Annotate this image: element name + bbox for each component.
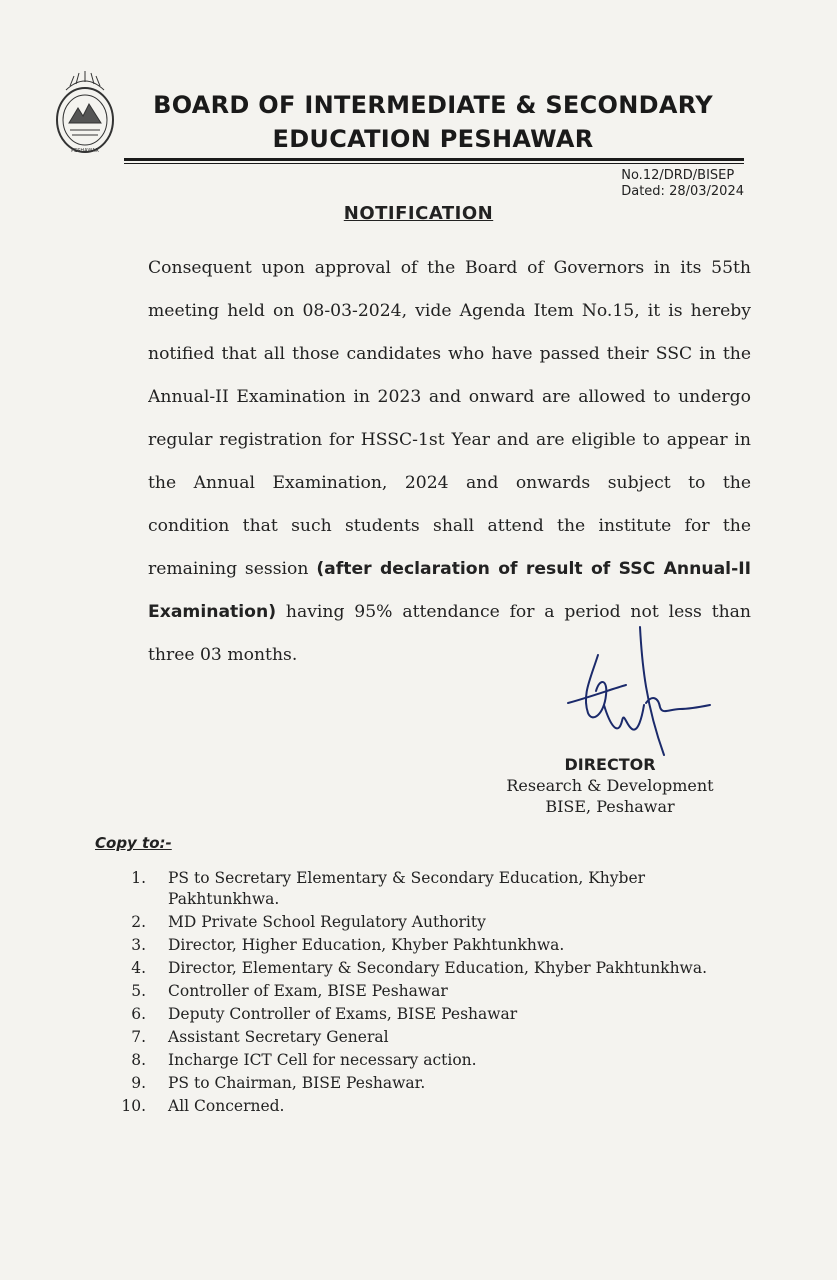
list-item-number: 7. (131, 1028, 146, 1046)
list-item (110, 1096, 770, 1117)
list-item-number: 2. (131, 913, 146, 931)
list-item-text: MD Private School Regulatory Authority (168, 913, 486, 931)
list-item-text: Controller of Exam, BISE Peshawar (168, 982, 448, 1000)
list-item-text: PS to Secretary Elementary & Secondary Education, Khyber Pakhtunkhwa. (168, 869, 646, 908)
notification-body (148, 252, 751, 682)
body-line-bold: (after declaration of result of SSC Annual-II (316, 559, 751, 579)
list-item-text: Deputy Controller of Exams, BISE Peshawar (168, 1005, 518, 1023)
body-line-bold: Examination) (148, 602, 277, 622)
list-item-text: Incharge ICT Cell for necessary action. (168, 1051, 477, 1069)
list-item-number: 8. (131, 1051, 146, 1069)
body-line: Consequent upon approval of the Board of Governors in its 55th (148, 258, 751, 278)
signatory-role: DIRECTOR (564, 755, 656, 774)
list-item (110, 1004, 770, 1025)
body-line: condition that such students shall attend the institute for the (148, 516, 751, 536)
signatory-department: Research & Development (506, 776, 714, 795)
reference-date: Dated: 28/03/2024 (621, 184, 744, 199)
list-item-number: 10. (121, 1097, 146, 1115)
signatory-block (480, 754, 740, 817)
list-item-text: Director, Higher Education, Khyber Pakhtunkhwa. (168, 936, 565, 954)
list-item-number: 4. (131, 959, 146, 977)
signatory-organization: BISE, Peshawar (545, 797, 675, 816)
list-item (110, 1050, 770, 1071)
header-rule-thin (124, 163, 744, 164)
bise-seal-logo-icon (52, 68, 118, 160)
body-line: notified that all those candidates who have passed their SSC in the (148, 344, 751, 364)
list-item (110, 1073, 770, 1094)
body-line: meeting held on 08-03-2024, vide Agenda Item No.15, it is hereby (148, 301, 751, 321)
list-item-text: All Concerned. (168, 1097, 285, 1115)
list-item (110, 912, 770, 933)
board-title-line-1: BOARD OF INTERMEDIATE & SECONDARY (153, 91, 713, 119)
body-line-text: having 95% attendance for a period not less than (276, 602, 751, 622)
list-item-number: 6. (131, 1005, 146, 1023)
copy-to-list (110, 868, 770, 1119)
list-item-text: Director, Elementary & Secondary Education, Khyber Pakhtunkhwa. (168, 959, 707, 977)
board-title-line-2: EDUCATION PESHAWAR (272, 125, 594, 153)
body-line: three 03 months. (148, 645, 298, 665)
list-item-number: 9. (131, 1074, 146, 1092)
list-item (110, 981, 770, 1002)
notification-title: NOTIFICATION (343, 203, 494, 224)
copy-to-heading: Copy to:- (95, 834, 172, 852)
svg-text:PESHAWAR: PESHAWAR (71, 148, 99, 154)
signature-icon (560, 625, 720, 760)
list-item-number: 5. (131, 982, 146, 1000)
body-line: regular registration for HSSC-1st Year and are eligible to appear in (148, 430, 751, 450)
reference-number: No.12/DRD/BISEP (621, 168, 735, 183)
body-line-text: remaining session (148, 559, 317, 579)
list-item-number: 3. (131, 936, 146, 954)
list-item-number: 1. (131, 869, 146, 887)
list-item-text: Assistant Secretary General (168, 1028, 389, 1046)
header-rule (124, 158, 744, 161)
body-line (148, 553, 751, 596)
list-item (110, 958, 770, 979)
list-item (110, 868, 770, 910)
reference-block (621, 168, 744, 200)
list-item-text: PS to Chairman, BISE Peshawar. (168, 1074, 426, 1092)
list-item (110, 1027, 770, 1048)
list-item (110, 935, 770, 956)
board-title (128, 88, 738, 156)
body-line: Annual-II Examination in 2023 and onward are allowed to undergo (148, 387, 751, 407)
body-line: the Annual Examination, 2024 and onwards subject to the (148, 473, 751, 493)
